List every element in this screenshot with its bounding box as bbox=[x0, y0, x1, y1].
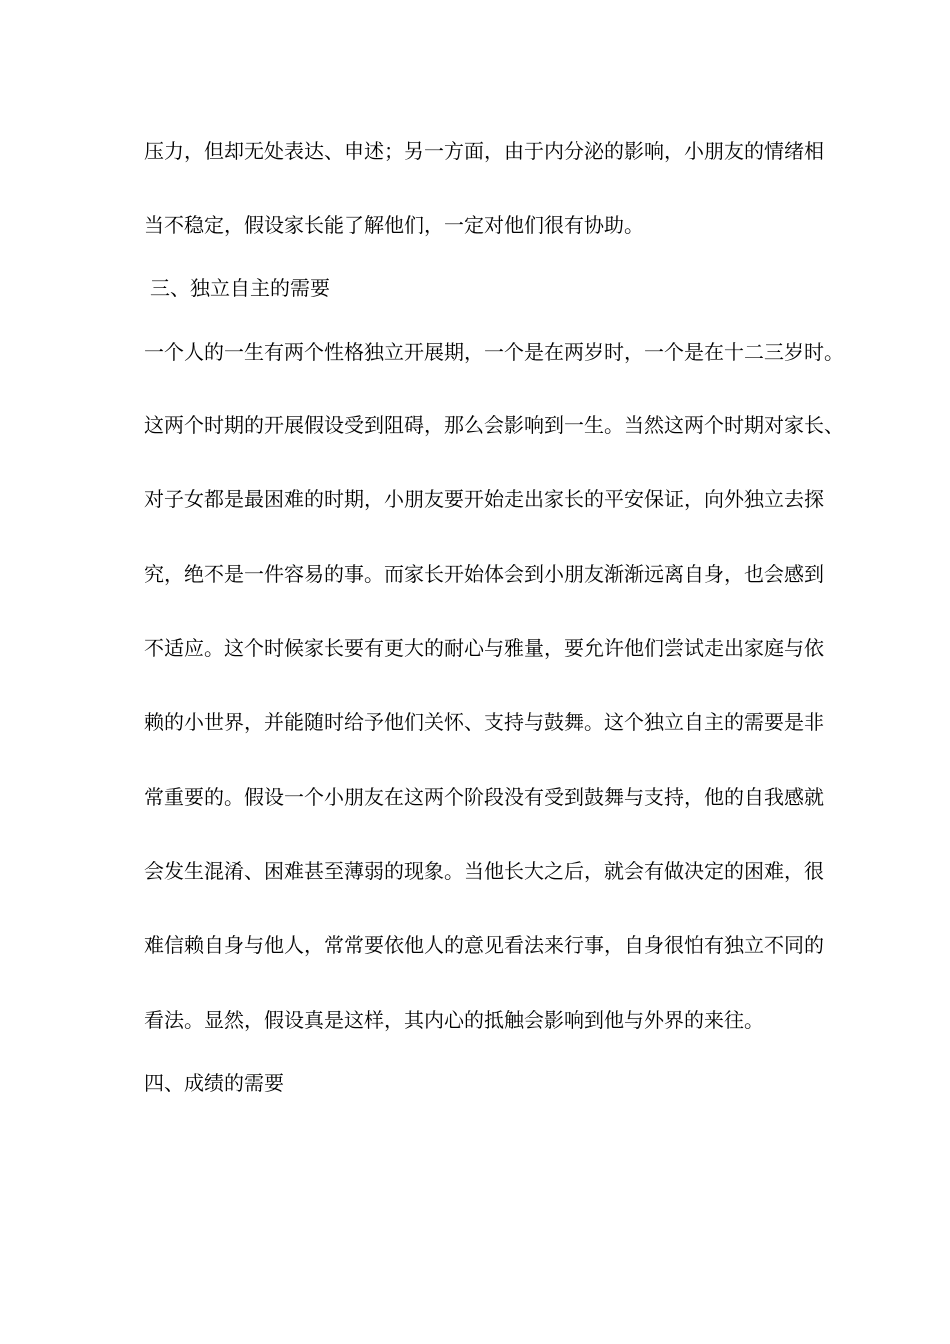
paragraph-line: 压力，但却无处表达、申述；另一方面，由于内分泌的影响，小朋友的情绪相 bbox=[144, 139, 824, 163]
paragraph-line: 不适应。这个时候家长要有更大的耐心与雅量，要允许他们尝试走出家庭与依 bbox=[144, 636, 824, 660]
paragraph-line: 会发生混淆、困难甚至薄弱的现象。当他长大之后，就会有做决定的困难，很 bbox=[144, 859, 824, 883]
paragraph-line: 这两个时期的开展假设受到阻碍，那么会影响到一生。当然这两个时期对家长、 bbox=[144, 413, 844, 437]
paragraph-line: 看法。显然，假设真是这样，其内心的抵触会影响到他与外界的来往。 bbox=[144, 1008, 764, 1032]
paragraph-line: 常重要的。假设一个小朋友在这两个阶段没有受到鼓舞与支持，他的自我感就 bbox=[144, 785, 824, 809]
paragraph-line: 对子女都是最困难的时期，小朋友要开始走出家长的平安保证，向外独立去探 bbox=[144, 487, 824, 511]
paragraph-line: 当不稳定，假设家长能了解他们，一定对他们很有协助。 bbox=[144, 213, 644, 237]
section-heading: 四、成绩的需要 bbox=[144, 1071, 284, 1095]
section-heading: 三、独立自主的需要 bbox=[150, 276, 330, 300]
paragraph-line: 究，绝不是一件容易的事。而家长开始体会到小朋友渐渐远离自身，也会感到 bbox=[144, 562, 824, 586]
paragraph-line: 一个人的一生有两个性格独立开展期，一个是在两岁时，一个是在十二三岁时。 bbox=[144, 340, 844, 364]
paragraph-line: 赖的小世界，并能随时给予他们关怀、支持与鼓舞。这个独立自主的需要是非 bbox=[144, 710, 824, 734]
paragraph-line: 难信赖自身与他人，常常要依他人的意见看法来行事，自身很怕有独立不同的 bbox=[144, 933, 824, 957]
